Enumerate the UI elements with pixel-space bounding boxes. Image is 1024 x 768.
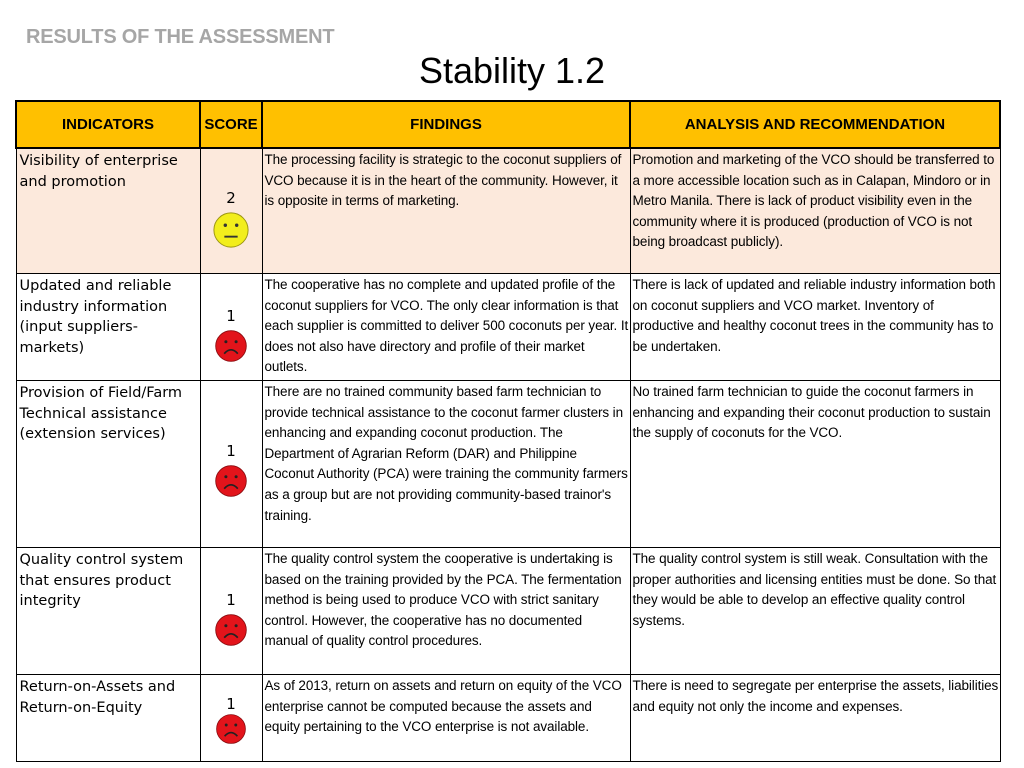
findings-cell: As of 2013, return on assets and return on equity of the VCO enterprise cannot be computed because the assets and equity pertaining to the VCO enterprise is not available. bbox=[262, 675, 630, 762]
score-value: 1 bbox=[226, 591, 236, 609]
sad-face-icon bbox=[214, 329, 248, 363]
indicator-cell: Provision of Field/Farm Technical assistance (extension services) bbox=[16, 381, 200, 548]
score-value: 2 bbox=[226, 189, 236, 207]
analysis-cell: There is need to segregate per enterprise the assets, liabilities and equity not only the income and expenses. bbox=[630, 675, 1000, 762]
score-cell bbox=[200, 675, 262, 762]
section-subtitle: RESULTS OF THE ASSESSMENT bbox=[26, 26, 335, 48]
assessment-table bbox=[15, 100, 1001, 762]
findings-cell: There are no trained community based farm technician to provide technical assistance to the coconut farmer clusters in enhancing and expanding coconut production. The Department of Agrarian Reform (DAR) and Philippine Coconut Authority (PCA) were training the community farmers as a group but are not providing community-based trainor's training. bbox=[262, 381, 630, 548]
analysis-cell: The quality control system is still weak. Consultation with the proper authorities and licensing entities must be done. So that they would be able to develop an effective quality control systems. bbox=[630, 548, 1000, 675]
analysis-cell: Promotion and marketing of the VCO should be transferred to a more accessible location such as in Calapan, Mindoro or in Metro Manila. There is lack of product visibility even in the community where it is produced (production of VCO is not being broadcast publicly). bbox=[630, 148, 1000, 274]
neutral-face-icon bbox=[212, 211, 250, 249]
score-cell bbox=[200, 274, 262, 381]
score-value: 1 bbox=[226, 442, 236, 460]
score-cell bbox=[200, 548, 262, 675]
table-row bbox=[16, 381, 1000, 548]
indicator-cell: Visibility of enterprise and promotion bbox=[16, 148, 200, 274]
indicator-cell: Quality control system that ensures product integrity bbox=[16, 548, 200, 675]
table-header-row bbox=[16, 101, 1000, 148]
analysis-cell: No trained farm technician to guide the coconut farmers in enhancing and expanding their coconut production to sustain the supply of coconuts for the VCO. bbox=[630, 381, 1000, 548]
score-value: 1 bbox=[226, 695, 236, 713]
sad-face-icon bbox=[214, 464, 248, 498]
table-row bbox=[16, 548, 1000, 675]
findings-cell: The cooperative has no complete and updated profile of the coconut suppliers for VCO. The only clear information is that each supplier is committed to deliver 500 coconuts per year. It does not also have directory and profile of their market outlets. bbox=[262, 274, 630, 381]
findings-cell: The processing facility is strategic to the coconut suppliers of VCO because it is in the heart of the community. However, it is opposite in terms of marketing. bbox=[262, 148, 630, 274]
column-header-findings: FINDINGS bbox=[262, 101, 630, 148]
slide-title: Stability 1.2 bbox=[418, 50, 606, 91]
score-cell bbox=[200, 148, 262, 274]
findings-cell: The quality control system the cooperative is undertaking is based on the training provided by the PCA. The fermentation method is being used to produce VCO with strict sanitary control. However, the cooperative has no documented manual of quality control procedures. bbox=[262, 548, 630, 675]
table-row bbox=[16, 148, 1000, 274]
table-row bbox=[16, 274, 1000, 381]
sad-face-icon bbox=[214, 613, 248, 647]
indicator-cell: Updated and reliable industry information (input suppliers-markets) bbox=[16, 274, 200, 381]
score-value: 1 bbox=[226, 307, 236, 325]
sad-face-icon bbox=[215, 713, 247, 745]
column-header-score: SCORE bbox=[200, 101, 262, 148]
table-row bbox=[16, 675, 1000, 762]
analysis-cell: There is lack of updated and reliable industry information both on coconut suppliers and VCO market. Inventory of productive and healthy coconut trees in the community has to be undertaken. bbox=[630, 274, 1000, 381]
score-cell bbox=[200, 381, 262, 548]
indicator-cell: Return-on-Assets and Return-on-Equity bbox=[16, 675, 200, 762]
column-header-indicators: INDICATORS bbox=[16, 101, 200, 148]
column-header-analysis: ANALYSIS AND RECOMMENDATION bbox=[630, 101, 1000, 148]
